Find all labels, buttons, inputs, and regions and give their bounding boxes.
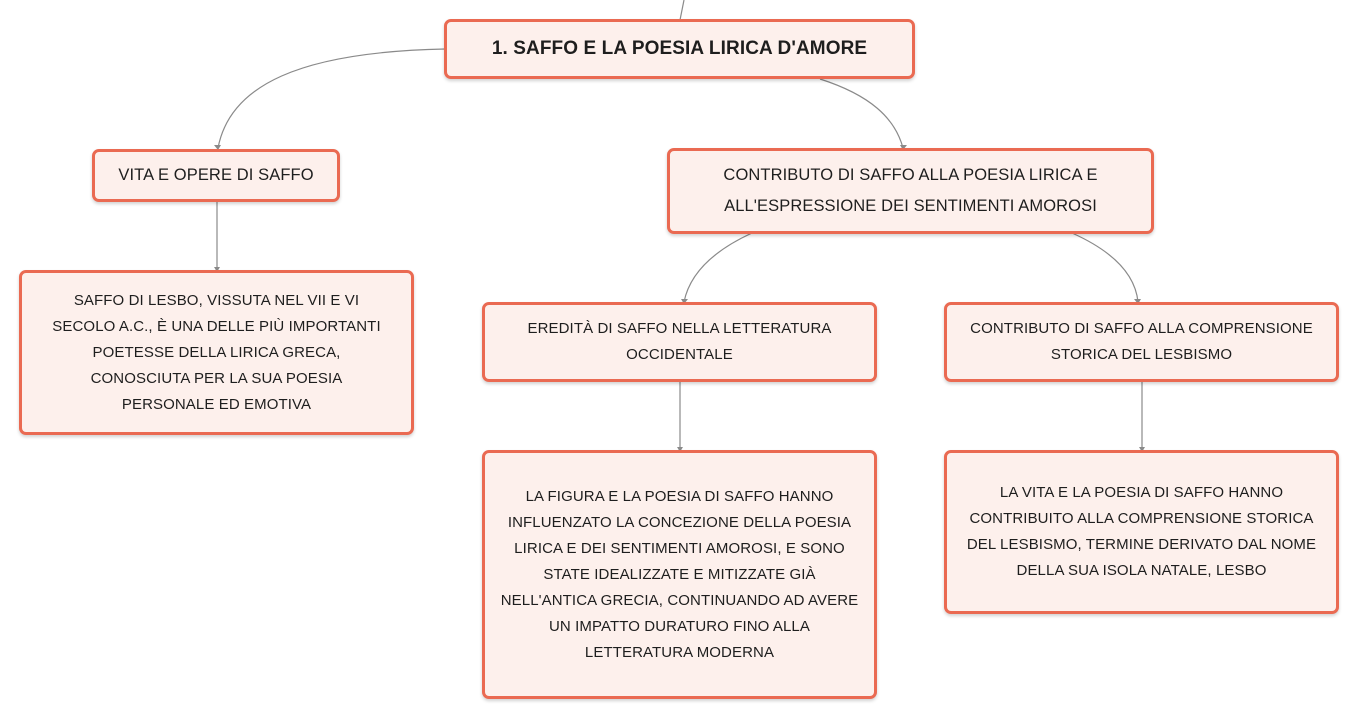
node-vita-e-opere[interactable] bbox=[92, 149, 340, 202]
node-contributo[interactable] bbox=[667, 148, 1154, 234]
connector-root-contributo bbox=[820, 79, 903, 148]
node-eredita-detail[interactable] bbox=[482, 450, 877, 699]
connector-root-vita bbox=[218, 49, 445, 148]
node-eredita[interactable] bbox=[482, 302, 877, 382]
node-eredita-detail-text: LA FIGURA E LA POESIA DI SAFFO HANNO INFLUENZATO LA CONCEZIONE DELLA POESIA LIRICA E DEI SENTIMENTI AMOROSI, E SONO STATE IDEALIZZATE E MITIZZATE GIÀ NELL'ANTICA GRECIA, CONTINUANDO AD AVERE UN IMPATTO DURATURO FINO ALLA LETTERATURA MODERNA bbox=[500, 487, 859, 661]
node-vita-detail[interactable] bbox=[19, 270, 414, 435]
connector-parent-root bbox=[680, 0, 684, 20]
node-lesbismo-detail[interactable] bbox=[944, 450, 1339, 614]
node-eredita-label: EREDITÀ DI SAFFO NELLA LETTERATURA OCCIDENTALE bbox=[527, 320, 832, 363]
node-contributo-label: CONTRIBUTO DI SAFFO ALLA POESIA LIRICA E ALL'ESPRESSIONE DEI SENTIMENTI AMOROSI bbox=[723, 166, 1098, 215]
root-title: 1. SAFFO E LA POESIA LIRICA D'AMORE bbox=[491, 38, 868, 59]
connector-contributo-lesbismo bbox=[1072, 233, 1138, 302]
node-lesbismo[interactable] bbox=[944, 302, 1339, 382]
node-vita-detail-text: SAFFO DI LESBO, VISSUTA NEL VII E VI SECOLO A.C., È UNA DELLE PIÙ IMPORTANTI POETESSE DELLA LIRICA GRECA, CONOSCIUTA PER LA SUA POESIA PERSONALE ED EMOTIVA bbox=[52, 291, 381, 413]
connector-contributo-eredita bbox=[684, 233, 752, 302]
node-vita-e-opere-label: VITA E OPERE DI SAFFO bbox=[118, 166, 314, 184]
root-node[interactable] bbox=[444, 19, 915, 79]
node-lesbismo-detail-text: LA VITA E LA POESIA DI SAFFO HANNO CONTRIBUITO ALLA COMPRENSIONE STORICA DEL LESBISMO, TERMINE DERIVATO DAL NOME DELLA SUA ISOLA NATALE, LESBO bbox=[966, 484, 1317, 579]
node-lesbismo-label: CONTRIBUTO DI SAFFO ALLA COMPRENSIONE STORICA DEL LESBISMO bbox=[970, 320, 1313, 363]
